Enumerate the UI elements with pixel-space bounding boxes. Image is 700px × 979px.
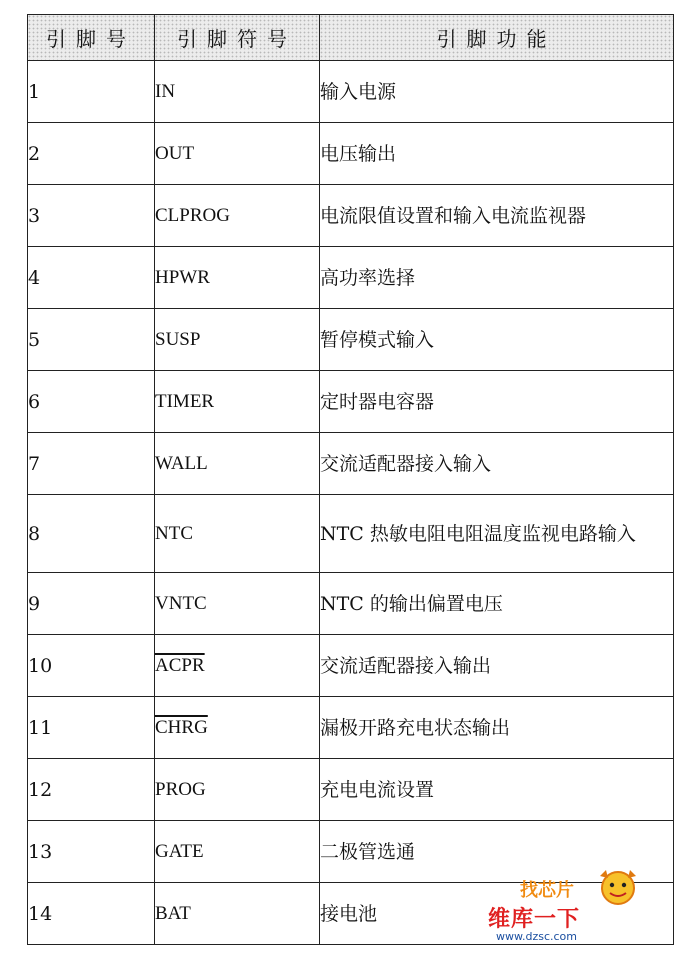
- pin-symbol-cell: [155, 309, 320, 371]
- pin-symbol-cell: [155, 123, 320, 185]
- table-row: [28, 759, 674, 821]
- pin-number-cell: 11: [28, 697, 155, 759]
- pin-symbol: VNTC: [155, 592, 207, 614]
- table-row: [28, 697, 674, 759]
- pin-number-cell: 10: [28, 635, 155, 697]
- pin-function-cell: 交流适配器接入输入: [320, 433, 674, 495]
- pin-number-cell: 7: [28, 433, 155, 495]
- pin-number-cell: 9: [28, 573, 155, 635]
- pin-number-cell: 13: [28, 821, 155, 883]
- pin-function-table: [27, 14, 674, 945]
- pin-symbol-active-low: ACPR: [155, 654, 205, 676]
- pin-function-cell: 输入电源: [320, 61, 674, 123]
- watermark-url: www.dzsc.com: [496, 930, 578, 943]
- pin-function-cell: 电流限值设置和输入电流监视器: [320, 185, 674, 247]
- pin-symbol: HPWR: [155, 266, 210, 288]
- pin-function-cell: NTC 热敏电阻电阻温度监视电路输入: [320, 495, 674, 573]
- table-row: [28, 433, 674, 495]
- pin-symbol-cell: [155, 247, 320, 309]
- pin-number-cell: 3: [28, 185, 155, 247]
- pin-function-cell: 接电池: [320, 883, 674, 945]
- pin-number-cell: 4: [28, 247, 155, 309]
- watermark-brand: 维库一下: [488, 907, 581, 932]
- pin-symbol-cell: [155, 433, 320, 495]
- pin-symbol: WALL: [155, 452, 208, 474]
- pin-function-cell: 高功率选择: [320, 247, 674, 309]
- table-row: [28, 247, 674, 309]
- dzsc-watermark: [478, 866, 668, 944]
- pin-function-cell: 暂停模式输入: [320, 309, 674, 371]
- pin-function-cell: 交流适配器接入输出: [320, 635, 674, 697]
- pin-function-cell: 充电电流设置: [320, 759, 674, 821]
- pin-symbol-cell: [155, 697, 320, 759]
- pin-symbol: SUSP: [155, 328, 201, 350]
- pin-number-cell: 2: [28, 123, 155, 185]
- pin-function-cell: 二极管选通: [320, 821, 674, 883]
- pin-symbol: TIMER: [155, 390, 215, 412]
- pin-number-cell: 6: [28, 371, 155, 433]
- pin-function-cell: 漏极开路充电状态输出: [320, 697, 674, 759]
- pin-number-cell: 8: [28, 495, 155, 573]
- pin-symbol: OUT: [155, 142, 195, 164]
- table-row: [28, 123, 674, 185]
- header-pin-function: 引脚功能: [320, 15, 674, 61]
- pin-number-cell: 5: [28, 309, 155, 371]
- pin-symbol: CLPROG: [155, 204, 230, 226]
- table-row: [28, 185, 674, 247]
- header-pin-number: 引脚号: [28, 15, 155, 61]
- table-row: [28, 309, 674, 371]
- pin-function-cell: NTC 的输出偏置电压: [320, 573, 674, 635]
- pin-symbol: BAT: [155, 902, 191, 924]
- pin-symbol: NTC: [155, 522, 193, 544]
- table-row: [28, 635, 674, 697]
- table-row: [28, 495, 674, 573]
- table-row: [28, 61, 674, 123]
- pin-number-cell: 1: [28, 61, 155, 123]
- pin-symbol-cell: [155, 185, 320, 247]
- pin-symbol-cell: [155, 371, 320, 433]
- pin-function-cell: 电压输出: [320, 123, 674, 185]
- pin-function-cell: 定时器电容器: [320, 371, 674, 433]
- pin-symbol-cell: [155, 61, 320, 123]
- pin-symbol-active-low: CHRG: [155, 716, 208, 738]
- table-row: [28, 371, 674, 433]
- pin-symbol-cell: [155, 573, 320, 635]
- table-header-row: [28, 15, 674, 61]
- watermark-logo-text: 找芯片: [520, 880, 574, 901]
- pin-symbol: IN: [155, 80, 176, 102]
- pin-symbol-cell: [155, 759, 320, 821]
- table-row: [28, 573, 674, 635]
- pin-symbol: GATE: [155, 840, 204, 862]
- header-pin-symbol: 引脚符号: [155, 15, 320, 61]
- pin-symbol-cell: [155, 635, 320, 697]
- pin-number-cell: 12: [28, 759, 155, 821]
- pin-symbol: PROG: [155, 778, 206, 800]
- pin-symbol-cell: [155, 821, 320, 883]
- pin-symbol-cell: [155, 495, 320, 573]
- pin-symbol-cell: [155, 883, 320, 945]
- pin-number-cell: 14: [28, 883, 155, 945]
